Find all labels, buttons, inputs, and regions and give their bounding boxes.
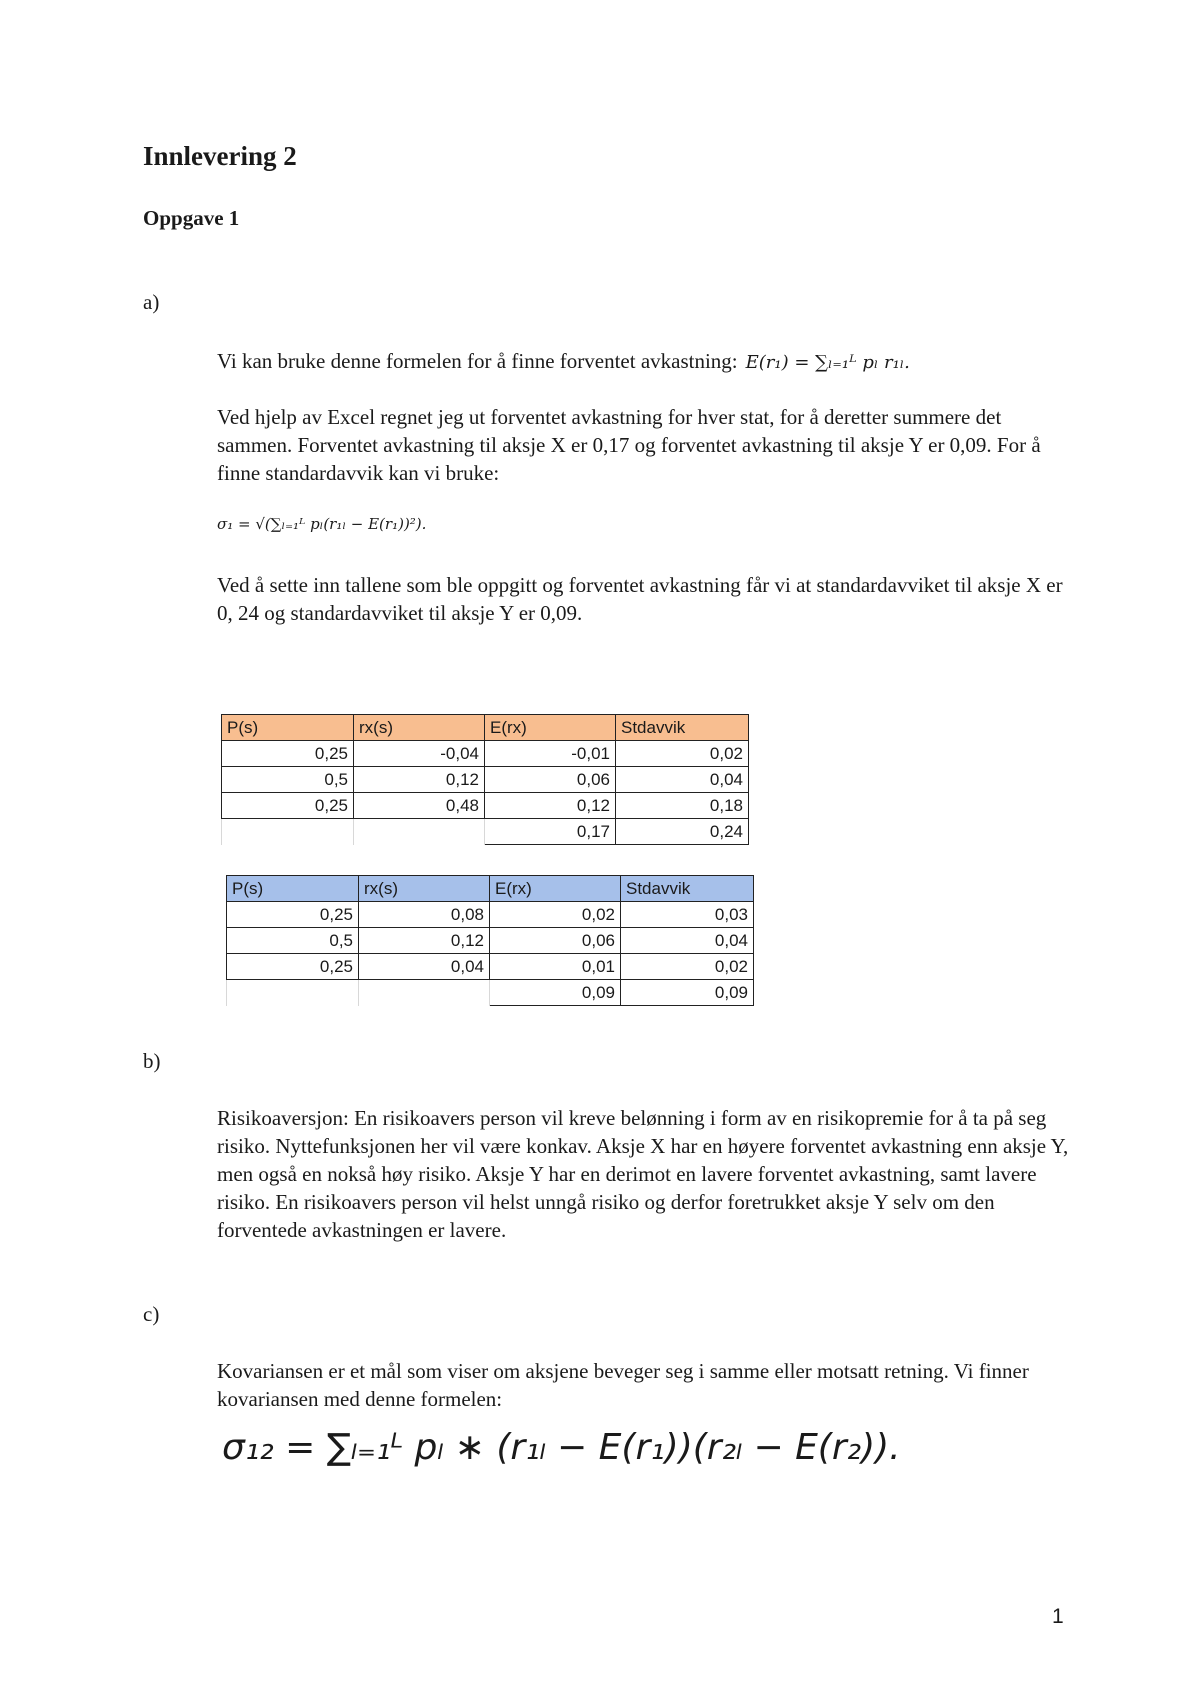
page-number: 1 [1052,1605,1064,1628]
table-row [227,928,754,954]
cell: 0,04 [616,767,749,793]
total-expected-return: 0,09 [490,980,621,1006]
part-a-label: a) [143,290,160,314]
cell: 0,25 [227,954,359,980]
total-std-deviation: 0,24 [616,819,749,845]
page-title: Innlevering 2 [143,141,297,171]
cell: 0,12 [354,767,485,793]
cell: 0,08 [359,902,490,928]
header-return: rx(s) [354,715,485,741]
task-title: Oppgave 1 [143,206,240,230]
cell: 0,25 [227,902,359,928]
cell: 0,06 [490,928,621,954]
cell: 0,5 [222,767,354,793]
part-c-label: c) [143,1302,160,1326]
table-row [227,902,754,928]
cell: 0,12 [359,928,490,954]
cell: 0,18 [616,793,749,819]
cell: 0,12 [485,793,616,819]
header-expected-return: E(rx) [485,715,616,741]
header-expected-return: E(rx) [490,876,621,902]
stock-y-header-row [227,876,754,902]
stock-y-table [226,875,754,1006]
cell: 0,25 [222,741,354,767]
expected-return-intro [217,347,1077,377]
std-deviation-formula: σ₁ = √(∑ₗ₌₁ᴸ pₗ(r₁ₗ − E(r₁))²). [217,515,427,533]
stock-x-table [221,714,749,845]
cell: 0,02 [490,902,621,928]
empty-cell [359,980,490,1006]
std-deviation-result: Ved å sette inn tallene som ble oppgitt og forventet avkastning får vi at standardavviket til aksje X er 0, 24 og standardavviket til aksje Y er 0,09. [217,573,1063,625]
cell: 0,01 [490,954,621,980]
part-b-label: b) [143,1049,161,1073]
empty-cell [222,819,354,845]
cell: -0,01 [485,741,616,767]
expected-return-formula: E(r₁) = ∑ₗ₌₁ᴸ pₗ r₁ₗ. [745,352,910,373]
stock-x-header-row [222,715,749,741]
cell: 0,5 [227,928,359,954]
expected-return-intro-text: Vi kan bruke denne formelen for å finne forventet avkastning: [217,349,738,373]
covariance-text: Kovariansen er et mål som viser om aksjene beveger seg i samme eller motsatt retning. Vi finner kovariansen med denne formelen: [217,1359,1029,1411]
cell: 0,04 [359,954,490,980]
cell: 0,48 [354,793,485,819]
empty-cell [354,819,485,845]
risk-aversion-text: Risikoaversjon: En risikoavers person vil kreve belønning i form av en risikopremie for å ta på seg risiko. Nyttefunksjonen her vil være konkav. Aksje X har en høyere forventet avkastning enn aksje Y, men også en nokså høy risiko. Aksje Y har en derimot en lavere forventet avkastning, samt lavere risiko. En risikoavers person vil helst unngå risiko og derfor foretrukket aksje Y selv om den forventede avkastningen er lavere. [217,1106,1069,1242]
header-return: rx(s) [359,876,490,902]
stock-x-total-row [222,819,749,845]
header-probability: P(s) [222,715,354,741]
total-std-deviation: 0,09 [621,980,754,1006]
header-std-deviation: Stdavvik [621,876,754,902]
empty-cell [227,980,359,1006]
table-row [222,767,749,793]
table-row [222,741,749,767]
covariance-formula: σ₁₂ = ∑ₗ₌₁ᴸ pₗ ∗ (r₁ₗ − E(r₁))(r₂ₗ − E(r₂)). [222,1427,901,1468]
cell: 0,02 [616,741,749,767]
cell: 0,02 [621,954,754,980]
header-std-deviation: Stdavvik [616,715,749,741]
cell: 0,04 [621,928,754,954]
excel-explanation: Ved hjelp av Excel regnet jeg ut forventet avkastning for hver stat, for å deretter summere det sammen. Forventet avkastning til aksje X er 0,17 og forventet avkastning til aksje Y er 0,09. For å finne standardavvik kan vi bruke: [217,405,1041,485]
header-probability: P(s) [227,876,359,902]
cell: -0,04 [354,741,485,767]
cell: 0,06 [485,767,616,793]
total-expected-return: 0,17 [485,819,616,845]
cell: 0,25 [222,793,354,819]
table-row [222,793,749,819]
cell: 0,03 [621,902,754,928]
stock-y-total-row [227,980,754,1006]
table-row [227,954,754,980]
